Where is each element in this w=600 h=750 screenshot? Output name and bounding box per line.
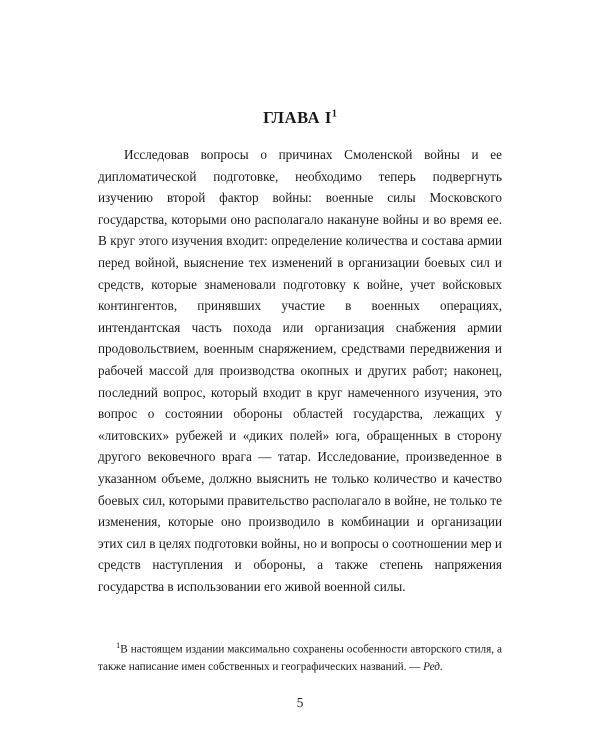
footnote-body: В настоящем издании максимально сохранены особенности авторского стиля, а также написание имен собственных и географических названий. — [98, 643, 502, 674]
footnote-text [98, 637, 502, 677]
chapter-heading [98, 108, 502, 128]
page-content [98, 108, 502, 597]
body-paragraph: Исследовав вопросы о причинах Смоленской войны и ее дипломатической подготовке, необходимо теперь подвергнуть изучению второй фактор войны: военные силы Московского государства, которыми оно располагало накануне войны и во время ее. В круг этого изучения входит: определение количества и состава армии перед войной, выяснение тех изменений в организации боевых сил и средств, которые знаменовали подготовку к войне, учет войсковых контингентов, принявших участие в военных операциях, интендантская часть похода или организация снабжения армии продовольствием, военным снаряжением, средствами передвижения и рабочей массой для производства окопных и других работ; наконец, последний вопрос, который входит в круг намеченного изучения, это вопрос о состоянии обороны областей государства, лежащих у «литовских» рубежей и «диких полей» юга, обращенных в сторону другого вековечного врага — татар. Исследование, произведенное в указанном объеме, должно выяснить не только количество и качество боевых сил, которыми правительство располагало в войне, не только те изменения, которые оно производило в комбинации и организации этих сил в целях подготовки войны, но и вопросы о соотношении мер и средств наступления и обороны, а также степень напряжения государства в использовании его живой военной силы. [98, 147, 502, 594]
footnote-block [98, 637, 502, 677]
chapter-title-text: ГЛАВА I [263, 108, 332, 127]
footnote-reference-marker: 1 [331, 108, 337, 120]
page-number: 5 [296, 695, 304, 710]
footnote-editor-note: Ред. [423, 661, 443, 674]
footnote-marker: 1 [116, 640, 121, 650]
